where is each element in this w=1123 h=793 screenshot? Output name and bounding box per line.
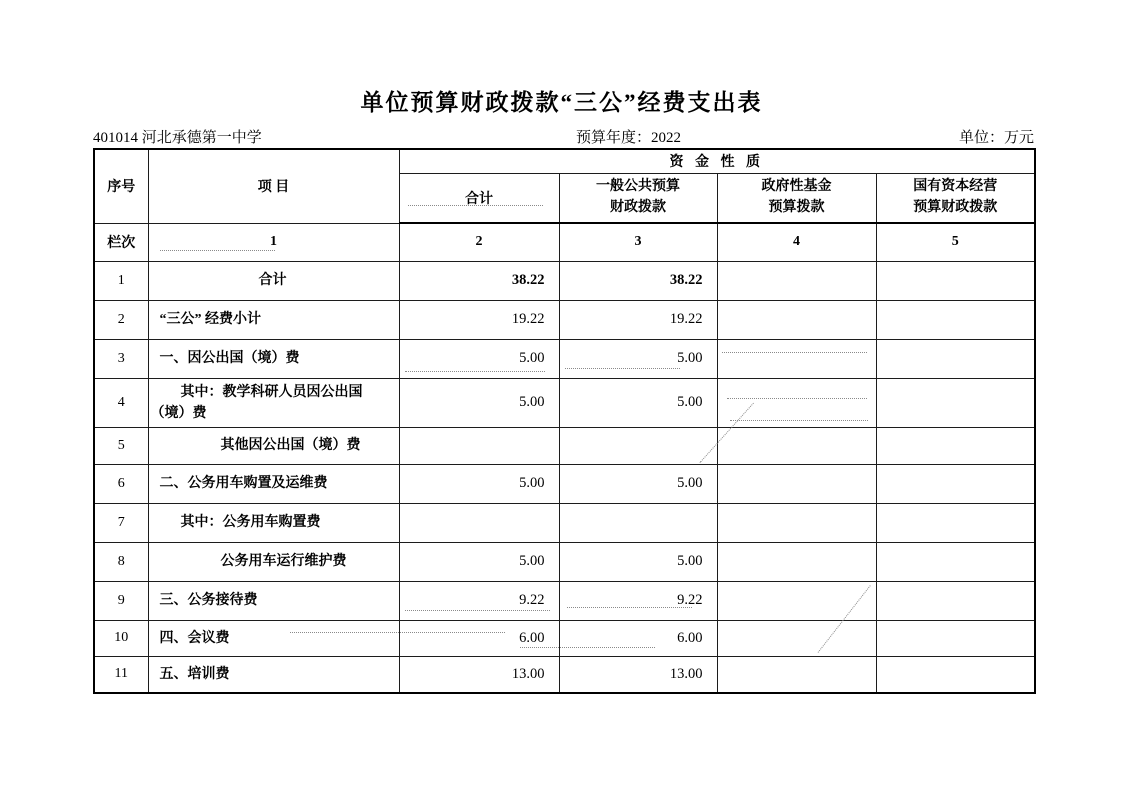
row-item: 公务用车运行维护费 — [148, 542, 399, 581]
row-item: 五、培训费 — [148, 656, 399, 693]
row-item: 其他因公出国（境）费 — [148, 427, 399, 464]
table-row — [94, 339, 1035, 378]
col-header-total: 合计 — [399, 173, 559, 223]
cell-state-capital — [876, 620, 1035, 656]
row-number: 5 — [94, 427, 148, 464]
cell-total: 5.00 — [399, 464, 559, 503]
cell-total: 19.22 — [399, 300, 559, 339]
col-header-fund-nature: 资 金 性 质 — [399, 149, 1035, 173]
table-row — [94, 542, 1035, 581]
row-item: 一、因公出国（境）费 — [148, 339, 399, 378]
cell-general: 38.22 — [559, 261, 717, 300]
table-row — [94, 656, 1035, 693]
cell-state-capital — [876, 378, 1035, 427]
table-row — [94, 581, 1035, 620]
col-header-serial: 序号 — [94, 149, 148, 223]
cell-gov-fund — [717, 261, 876, 300]
cell-gov-fund — [717, 581, 876, 620]
row-item: 三、公务接待费 — [148, 581, 399, 620]
col-header-item: 项 目 — [148, 149, 399, 223]
table-row — [94, 300, 1035, 339]
cell-general: 5.00 — [559, 542, 717, 581]
col-num: 2 — [399, 223, 559, 261]
cell-general: 5.00 — [559, 464, 717, 503]
cell-state-capital — [876, 427, 1035, 464]
cell-gov-fund — [717, 464, 876, 503]
table-row — [94, 620, 1035, 656]
cell-gov-fund — [717, 378, 876, 427]
col-header-gov-fund-budget — [717, 173, 876, 223]
row-item: 其中：公务用车购置费 — [148, 503, 399, 542]
cell-general: 6.00 — [559, 620, 717, 656]
cell-state-capital — [876, 261, 1035, 300]
cell-general: 9.22 — [559, 581, 717, 620]
col-header-line: 预算财政拨款 — [913, 199, 998, 215]
cell-general: 5.00 — [559, 339, 717, 378]
cell-state-capital — [876, 339, 1035, 378]
table-row — [94, 427, 1035, 464]
row-item: 四、会议费 — [148, 620, 399, 656]
row-item: “三公” 经费小计 — [148, 300, 399, 339]
budget-year-label: 预算年度：2022 — [576, 130, 682, 146]
cell-gov-fund — [717, 620, 876, 656]
cell-total: 6.00 — [399, 620, 559, 656]
col-header-line: 财政拨款 — [610, 199, 666, 215]
row-number: 1 — [94, 261, 148, 300]
cell-general: 5.00 — [559, 378, 717, 427]
col-header-general-public-budget — [559, 173, 717, 223]
row-number: 3 — [94, 339, 148, 378]
cell-state-capital — [876, 300, 1035, 339]
cell-state-capital — [876, 581, 1035, 620]
cell-total: 5.00 — [399, 542, 559, 581]
cell-general — [559, 503, 717, 542]
page-title: 单位预算财政拨款“三公”经费支出表 — [360, 90, 763, 115]
cell-total — [399, 503, 559, 542]
table-row — [94, 503, 1035, 542]
cell-total: 5.00 — [399, 378, 559, 427]
table-row — [94, 378, 1035, 427]
row-number: 2 — [94, 300, 148, 339]
cell-total — [399, 427, 559, 464]
lanci-label: 栏次 — [94, 223, 148, 261]
row-item: 其中：教学科研人员因公出国（境）费 — [148, 378, 399, 427]
table-row — [94, 261, 1035, 300]
cell-state-capital — [876, 542, 1035, 581]
org-code-name: 401014 河北承德第一中学 — [93, 130, 262, 146]
row-item: 二、公务用车购置及运维费 — [148, 464, 399, 503]
cell-general — [559, 427, 717, 464]
row-number: 9 — [94, 581, 148, 620]
header-row-top — [94, 149, 1035, 173]
cell-total: 13.00 — [399, 656, 559, 693]
meta-line — [93, 126, 1034, 148]
cell-gov-fund — [717, 339, 876, 378]
budget-table — [93, 148, 1036, 694]
cell-gov-fund — [717, 300, 876, 339]
col-header-line: 国有资本经营 — [913, 179, 998, 195]
cell-total: 38.22 — [399, 261, 559, 300]
row-number: 4 — [94, 378, 148, 427]
col-num: 1 — [148, 223, 399, 261]
row-number: 10 — [94, 620, 148, 656]
col-header-state-capital-budget — [876, 173, 1035, 223]
cell-total: 9.22 — [399, 581, 559, 620]
cell-general: 19.22 — [559, 300, 717, 339]
row-number: 6 — [94, 464, 148, 503]
col-header-line: 一般公共预算 — [596, 179, 680, 195]
col-num: 5 — [876, 223, 1035, 261]
col-header-line: 预算拨款 — [768, 199, 825, 215]
cell-gov-fund — [717, 542, 876, 581]
cell-total: 5.00 — [399, 339, 559, 378]
cell-gov-fund — [717, 427, 876, 464]
column-index-row — [94, 223, 1035, 261]
row-number: 8 — [94, 542, 148, 581]
col-num: 4 — [717, 223, 876, 261]
cell-general: 13.00 — [559, 656, 717, 693]
cell-state-capital — [876, 656, 1035, 693]
cell-state-capital — [876, 464, 1035, 503]
cell-state-capital — [876, 503, 1035, 542]
col-num: 3 — [559, 223, 717, 261]
table-row — [94, 464, 1035, 503]
row-number: 11 — [94, 656, 148, 693]
cell-gov-fund — [717, 503, 876, 542]
row-item: 合计 — [148, 261, 399, 300]
row-number: 7 — [94, 503, 148, 542]
col-header-line: 政府性基金 — [761, 179, 832, 195]
unit-label: 单位：万元 — [958, 130, 1034, 146]
cell-gov-fund — [717, 656, 876, 693]
